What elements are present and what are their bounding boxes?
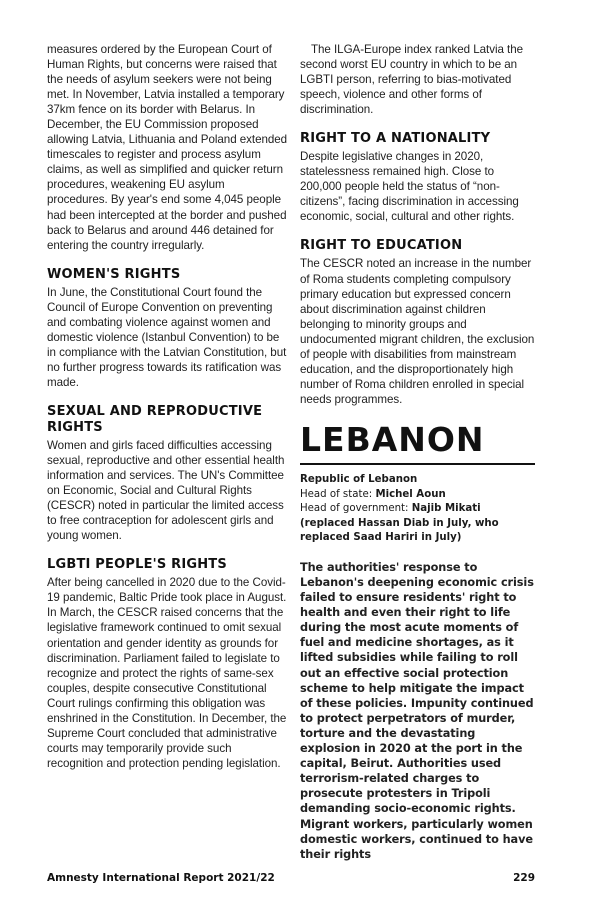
title-divider bbox=[300, 463, 535, 465]
head-of-state-line bbox=[300, 488, 535, 503]
right-column bbox=[300, 42, 535, 862]
country-title: LEBANON bbox=[300, 419, 485, 459]
paragraph-asylum-continued: measures ordered by the European Court of Human Rights, but concerns were raised that the needs of asylum seekers were not being met. In November, Latvia installed a temporary 37km fence on its border with Belarus. In December, the EU Commission proposed allowing Latvia, Lithuania and Poland extended timescales to register and process asylum claims, as well as simplified and quicker return procedures, weakening EU asylum procedures. By year's end some 4,045 people had been intercepted at the border and pushed back to Belarus and around 446 detained for entering the country irregularly. bbox=[47, 43, 288, 252]
head-of-government-value: Najib Mikati (replaced Hassan Diab in July, who replaced Saad Hariri in July) bbox=[300, 503, 499, 544]
heading-sexual-reproductive-rights: SEXUAL AND REPRODUCTIVE RIGHTS bbox=[47, 403, 263, 435]
country-facts bbox=[300, 473, 535, 546]
heading-right-to-education: RIGHT TO EDUCATION bbox=[300, 238, 463, 254]
heading-womens-rights: WOMEN'S RIGHTS bbox=[47, 266, 181, 282]
paragraph-womens-rights: In June, the Constitutional Court found the Council of Europe Convention on preventing and combating violence against women and domestic violence (Istanbul Convention) to be in compliance with the Latvian Constitution, but no further progress towards its ratification was made. bbox=[47, 285, 287, 389]
paragraph-right-to-education: The CESCR noted an increase in the number of Roma students completing compulsory primary education but expressed concern about discrimination against children belonging to minority groups and undocumented migrant children, the exclusion of people with disabilities from mainstream education, and the disproportionately high number of Roma children enrolled in special needs programmes. bbox=[300, 257, 535, 406]
head-of-government-line bbox=[300, 502, 535, 546]
left-column bbox=[47, 42, 288, 771]
paragraph-right-to-nationality: Despite legislative changes in 2020, statelessness remained high. Close to 200,000 people held the status of “non-citizens”, facing discrimination in accessing economic, social, cultural and other rights. bbox=[300, 150, 519, 224]
page-footer bbox=[47, 872, 535, 884]
head-of-state-label: Head of state: bbox=[300, 488, 373, 500]
paragraph-lgbti-rights: After being cancelled in 2020 due to the Covid-19 pandemic, Baltic Pride took place in August. In March, the CESCR raised concerns that the legislative framework continued to omit sexual orientation and gender identity as grounds for discrimination. Parliament failed to legislate to recognize and protect the rights of same-sex couples, despite consecutive Constitutional Court rulings confirming this obligation was enshrined in the Constitution. In December, the Supreme Court concluded that administrative courts may temporarily provide such recognition and protection pending legislation. bbox=[47, 576, 287, 770]
head-of-government-label: Head of government: bbox=[300, 503, 409, 515]
paragraph-ilga-index: The ILGA-Europe index ranked Latvia the second worst EU country in which to be an LGBTI person, referring to bias-motivated speech, violence and other forms of discrimination. bbox=[300, 43, 524, 117]
page-number: 229 bbox=[513, 872, 535, 884]
heading-lgbti-rights: LGBTI PEOPLE'S RIGHTS bbox=[47, 557, 227, 573]
head-of-state-value: Michel Aoun bbox=[375, 488, 446, 500]
heading-right-to-nationality: RIGHT TO A NATIONALITY bbox=[300, 131, 491, 147]
publication-title: Amnesty International Report 2021/22 bbox=[47, 872, 275, 884]
official-country-name: Republic of Lebanon bbox=[300, 473, 418, 485]
country-intro-summary: The authorities' response to Lebanon's deepening economic crisis failed to ensure residents' right to health and even their right to life during the most acute moments of fuel and medicine shortages, as it lifted subsidies while failing to roll out an effective social protection scheme to help mitigate the impact of these policies. Impunity continued to protect perpetrators of murder, torture and the devastating explosion in 2020 at the port in the capital, Beirut. Authorities used terrorism-related charges to prosecute protesters in Tripoli demanding socio-economic rights. Migrant workers, particularly women domestic workers, continued to have their rights bbox=[300, 560, 534, 861]
paragraph-sexual-reproductive-rights: Women and girls faced difficulties accessing sexual, reproductive and other essential health information and services. The UN's Committee on Economic, Social and Cultural Rights (CESCR) noted in particular the limited access to free contraception for adolescent girls and young women. bbox=[47, 438, 285, 543]
